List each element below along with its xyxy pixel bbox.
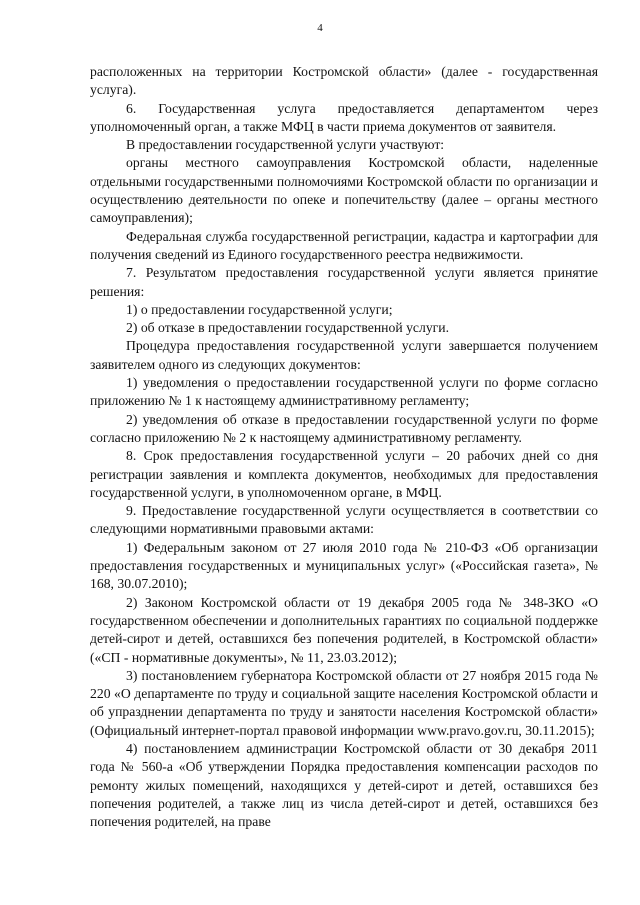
paragraph-act-4: 4) постановлением администрации Костромской области от 30 декабря 2011 года № 560-а «Об утверждении Порядка предоставления компенсации расходов по ремонту жилых помещений, находящихся у детей-сирот и детей, оставшихся без попечения родителей, а также лиц из числа детей-сирот и детей, оставшихся без попечения родителей, на праве (90, 740, 598, 830)
paragraph-intro-continuation: расположенных на территории Костромской области» (далее - государственная услуга). (90, 64, 598, 98)
paragraph-local-authorities: органы местного самоуправления Костромской области, наделенные отдельными государственными полномочиями Костромской области по организации и осуществлению деятельности по опеке и попечительству (далее – органы местного самоуправления); (90, 155, 598, 226)
paragraph-item-6: 6. Государственная услуга предоставляется департаментом через уполномоченный орган, а также МФЦ в части приема документов от заявителя. (90, 100, 598, 134)
document-body (90, 63, 598, 831)
page-number: 4 (317, 22, 323, 34)
paragraph-decision-2: 2) об отказе в предоставлении государственной услуги. (126, 320, 450, 336)
paragraph-act-2: 2) Законом Костромской области от 19 декабря 2005 года № 348-ЗКО «О государственном обеспечении и дополнительных гарантиях по социальной поддержке детей-сирот и детей, оставшихся без попечения родителей, в Костромской области» («СП - нормативные документы», № 11, 23.03.2012); (90, 594, 598, 665)
paragraph-item-7: 7. Результатом предоставления государственной услуги является принятие решения: (90, 265, 598, 299)
paragraph-item-8: 8. Срок предоставления государственной услуги – 20 рабочих дней со дня регистрации заявления и комплекта документов, необходимых для предоставления государственной услуги, в уполномоченном органе, в МФЦ. (90, 448, 598, 500)
paragraph-procedure: Процедура предоставления государственной услуги завершается получением заявителем одного из следующих документов: (90, 338, 598, 372)
paragraph-act-1: 1) Федеральным законом от 27 июля 2010 года № 210-ФЗ «Об организации предоставления государственных и муниципальных услуг» («Российская газета», № 168, 30.07.2010); (90, 539, 598, 592)
paragraph-item-9: 9. Предоставление государственной услуги осуществляется в соответствии со следующими нормативными правовыми актами: (90, 503, 598, 537)
paragraph-decision-1: 1) о предоставлении государственной услуги; (126, 301, 393, 317)
paragraph-notice-1: 1) уведомления о предоставлении государственной услуги по форме согласно приложению № 1 к настоящему административному регламенту; (90, 375, 598, 409)
paragraph-notice-2: 2) уведомления об отказе в предоставлении государственной услуги по форме согласно приложению № 2 к настоящему административному регламенту. (90, 411, 598, 445)
paragraph-rosreestr: Федеральная служба государственной регистрации, кадастра и картографии для получения сведений из Единого государственного реестра недвижимости. (90, 228, 598, 262)
paragraph-act-3: 3) постановлением губернатора Костромской области от 27 ноября 2015 года № 220 «О департаменте по труду и социальной защите населения Костромской области и об упразднении департамента по труду и занятости населения Костромской области» (Официальный интернет-портал правовой информации www.pravo.gov.ru, 30.11.2015); (90, 667, 598, 738)
paragraph-participants-intro: В предоставлении государственной услуги участвуют: (126, 137, 445, 153)
